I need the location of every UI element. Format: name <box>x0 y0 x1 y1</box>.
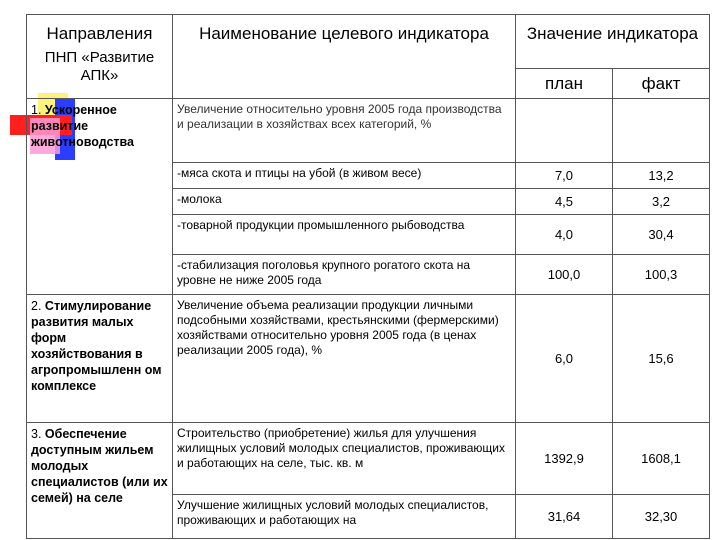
plan-value: 1392,9 <box>516 423 613 495</box>
indicator-row: -мяса скота и птицы на убой (в живом весе) <box>173 163 516 189</box>
fact-value: 32,30 <box>613 495 710 539</box>
direction-2: 2. Стимулирование развития малых форм хозяйствования в агропромышленн ом комплексе <box>27 295 173 423</box>
header-indicator-value: Значение индикатора <box>516 15 710 69</box>
direction-1: 1. Ускоренное развитие животноводства <box>27 99 173 295</box>
header-directions: Направления ПНП «Развитие АПК» <box>27 15 173 99</box>
header-plan: план <box>516 69 613 99</box>
direction-3: 3. Обеспечение доступным жильем молодых специалистов (или их семей) на селе <box>27 423 173 539</box>
plan-value: 7,0 <box>516 163 613 189</box>
indicator-table <box>26 14 710 539</box>
plan-value: 100,0 <box>516 255 613 295</box>
fact-value: 3,2 <box>613 189 710 215</box>
indicator-row: Строительство (приобретение) жилья для улучшения жилищных условий молодых специалистов, проживающих и работающих на селе, тыс. кв. м <box>173 423 516 495</box>
header-fact: факт <box>613 69 710 99</box>
header-indicator-name: Наименование целевого индикатора <box>173 15 516 99</box>
fact-value: 1608,1 <box>613 423 710 495</box>
plan-value: 31,64 <box>516 495 613 539</box>
indicator-row: Улучшение жилищных условий молодых специалистов, проживающих и работающих на <box>173 495 516 539</box>
indicator-row: Увеличение объема реализации продукции личными подсобными хозяйствами, крестьянскими (фермерскими) хозяйствами относительно уровня 2005 года (в ценах реализации 2005 года), % <box>173 295 516 423</box>
fact-value: 15,6 <box>613 295 710 423</box>
plan-value: 6,0 <box>516 295 613 423</box>
fact-value: 13,2 <box>613 163 710 189</box>
plan-value: 4,0 <box>516 215 613 255</box>
indicator-intro-1: Увеличение относительно уровня 2005 года производства и реализации в хозяйствах всех категорий, % <box>173 99 516 163</box>
fact-value: 30,4 <box>613 215 710 255</box>
indicator-row: -молока <box>173 189 516 215</box>
plan-value: 4,5 <box>516 189 613 215</box>
indicator-row: -стабилизация поголовья крупного рогатого скота на уровне не ниже 2005 года <box>173 255 516 295</box>
fact-value: 100,3 <box>613 255 710 295</box>
indicator-row: -товарной продукции промышленного рыбоводства <box>173 215 516 255</box>
